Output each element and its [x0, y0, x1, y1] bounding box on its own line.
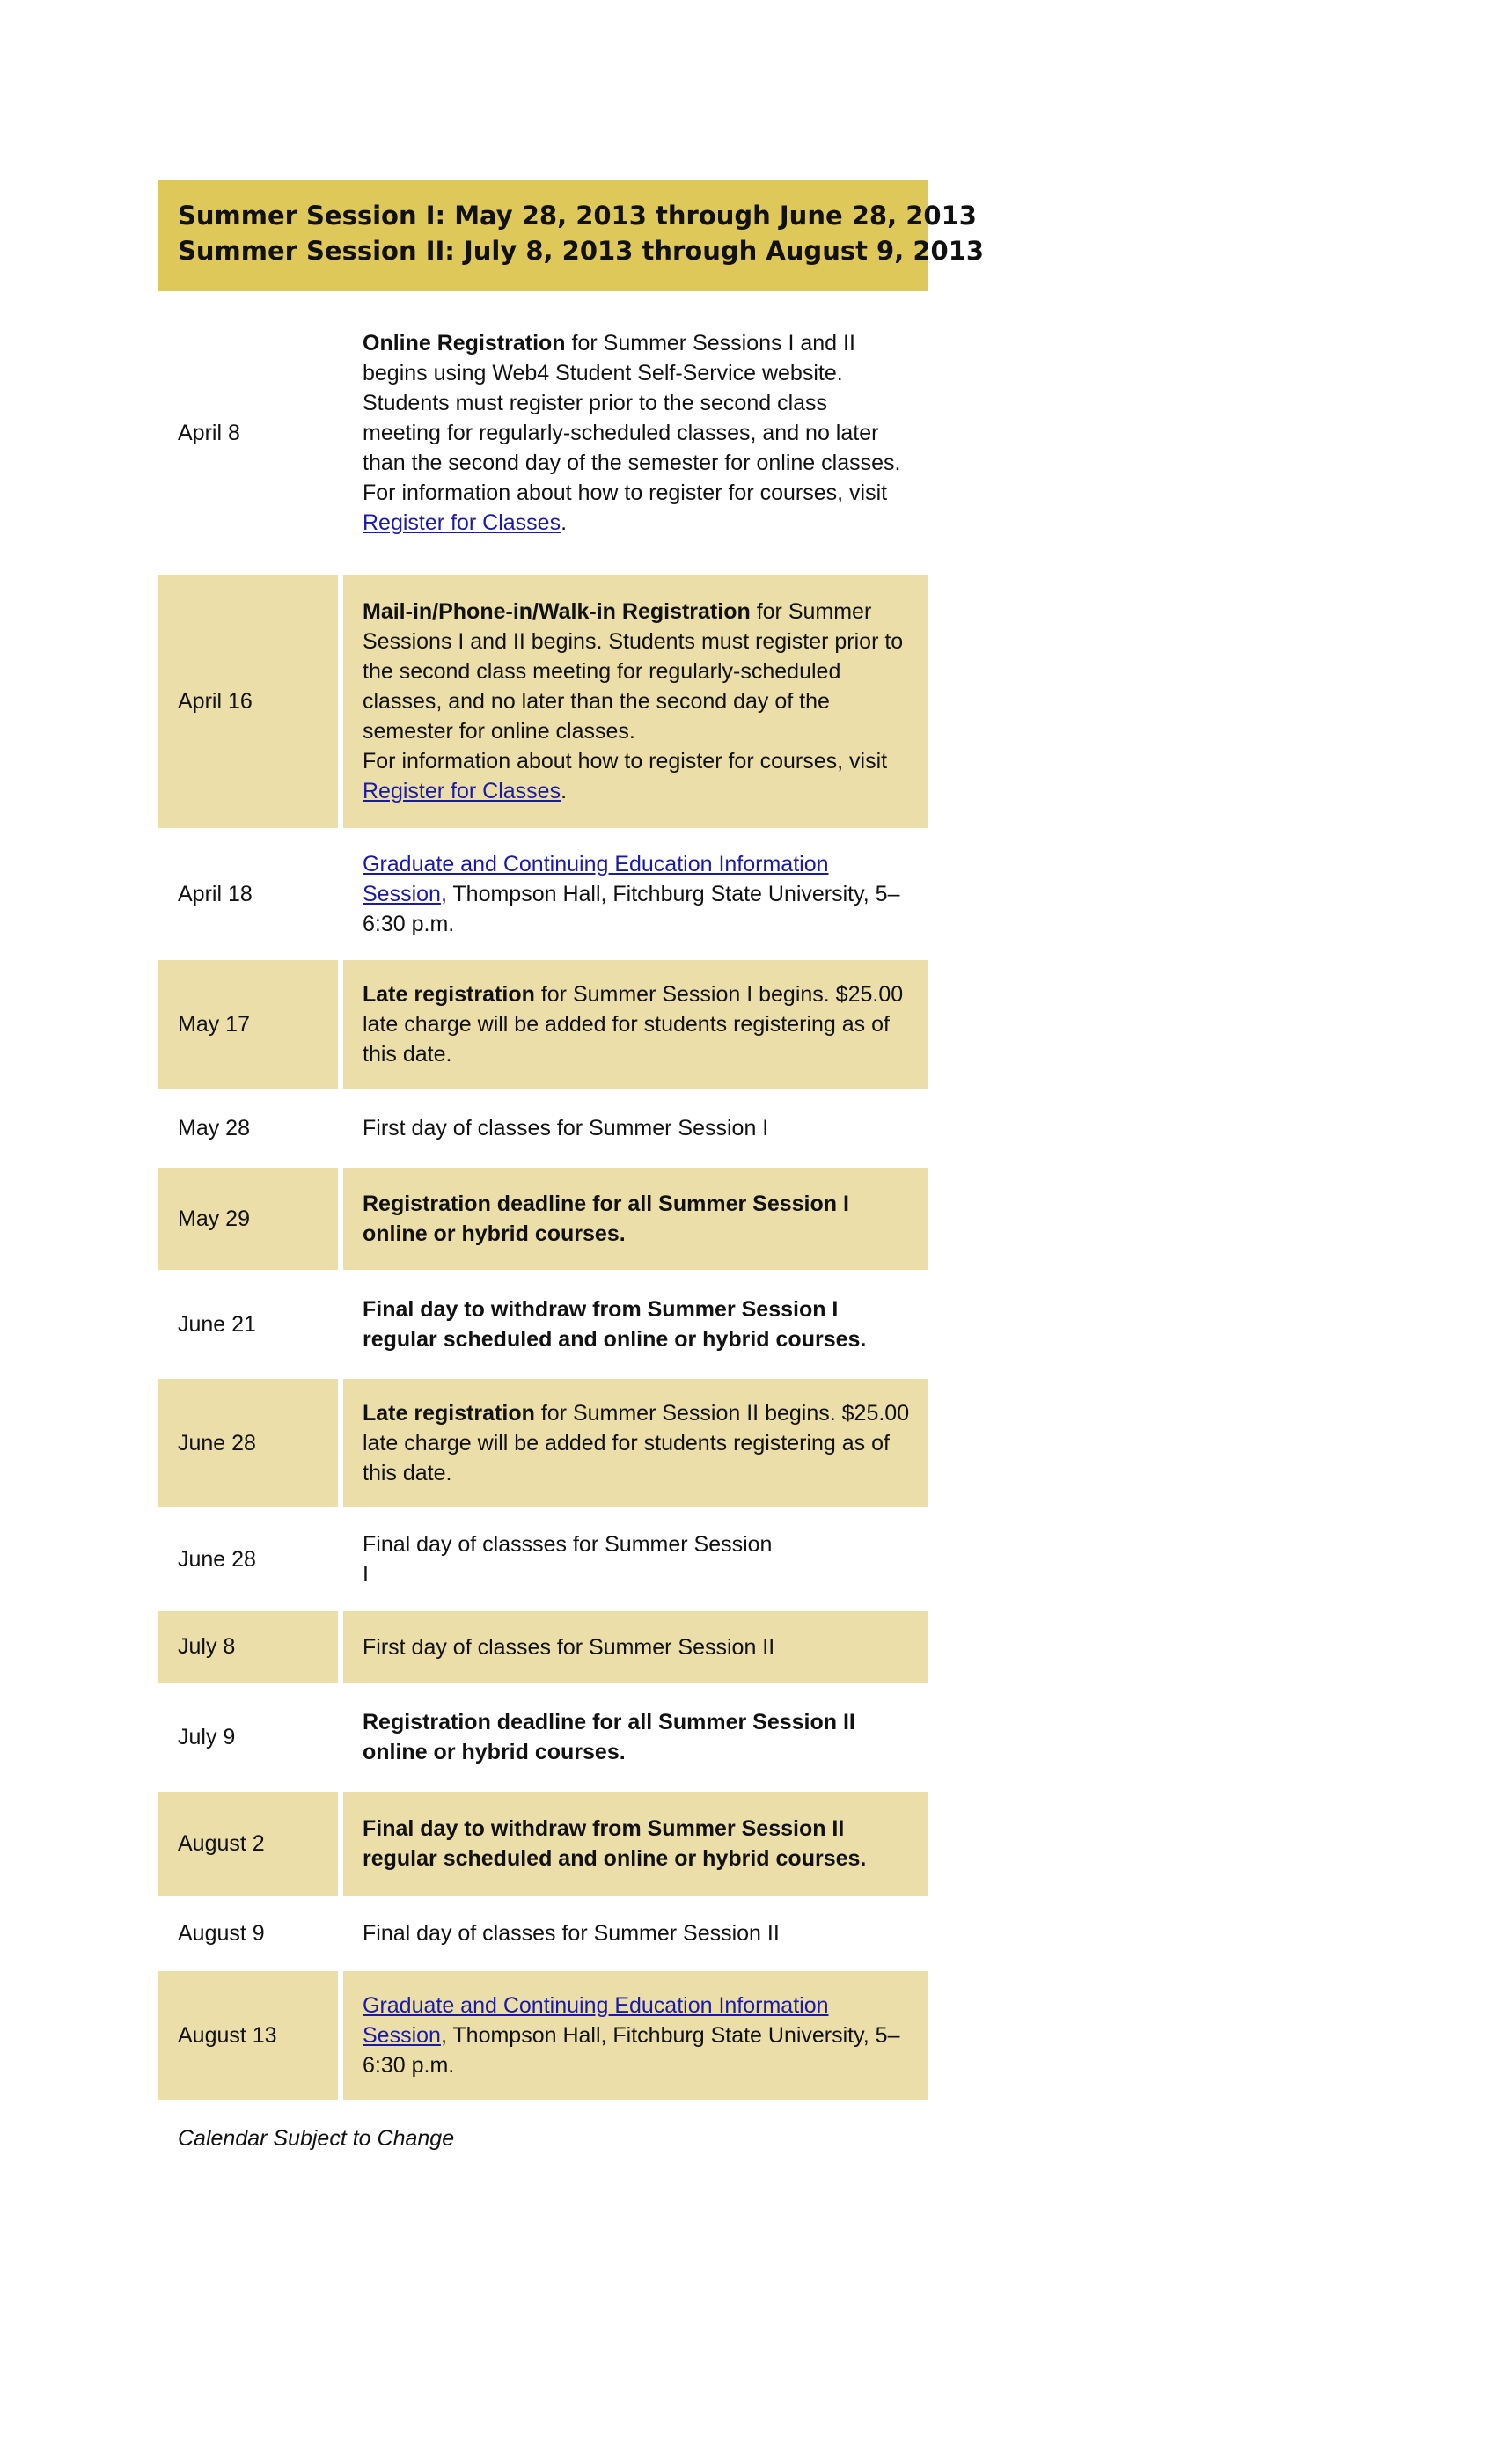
- row-description: [343, 1792, 928, 1896]
- calendar-disclaimer: Calendar Subject to Change: [178, 2126, 455, 2151]
- row-description: [343, 1896, 928, 1971]
- row-text: First day of classes for Summer Session II: [363, 1634, 775, 1660]
- calendar-row-may-28: [158, 1089, 928, 1168]
- row-description: [343, 960, 928, 1089]
- row-description: [343, 1168, 928, 1270]
- row-description: [343, 828, 928, 960]
- row-text: for Summer Session II begins. $25.00 late charge will be added for students registering as of this date.: [363, 1401, 910, 1485]
- row-description: [343, 575, 928, 828]
- register-for-classes-link[interactable]: Register for Classes: [363, 779, 561, 803]
- register-for-classes-link[interactable]: Register for Classes: [363, 510, 561, 535]
- session-one-dates: Summer Session I: May 28, 2013 through June 28, 2013: [178, 201, 977, 231]
- info-suffix: .: [561, 779, 568, 803]
- row-date: June 21: [178, 1311, 256, 1337]
- row-description: [343, 1089, 928, 1168]
- calendar-row-august-13: [158, 1971, 928, 2100]
- info-session-link[interactable]: Graduate and Continuing Education Information Session: [363, 852, 829, 906]
- calendar-row-april-18: [158, 828, 928, 960]
- calendar-row-april-16: [158, 575, 928, 828]
- session-header: [158, 180, 985, 291]
- row-text: First day of classes for Summer Session I: [363, 1116, 769, 1140]
- row-date: April 18: [178, 881, 253, 906]
- session-two-dates: Summer Session II: July 8, 2013 through August 9, 2013: [178, 236, 985, 266]
- row-bold-text: Final day to withdraw from Summer Session I regular scheduled and online or hybrid courses.: [363, 1297, 867, 1352]
- online-registration-label: Online Registration: [363, 331, 566, 356]
- row-date: July 8: [158, 1611, 343, 1683]
- row-date: June 28: [158, 1379, 343, 1507]
- row-description: [343, 1270, 928, 1379]
- calendar-row-july-8: [158, 1611, 928, 1683]
- row-bold-text: Registration deadline for all Summer Session I online or hybrid courses.: [363, 1192, 849, 1246]
- row-date: April 8: [178, 420, 240, 445]
- row-description: [343, 1379, 928, 1507]
- mail-in-registration-label: Mail-in/Phone-in/Walk-in Registration: [363, 599, 751, 624]
- info-text: For information about how to register for courses, visit: [363, 749, 888, 774]
- row-description: [343, 1971, 928, 2100]
- calendar-row-august-2: [158, 1792, 928, 1896]
- late-registration-label: Late registration: [363, 1401, 535, 1426]
- info-suffix: .: [561, 510, 568, 535]
- row-description: [343, 291, 928, 575]
- calendar-row-june-21: [158, 1270, 928, 1379]
- row-date: June 28: [178, 1546, 256, 1572]
- calendar-row-july-9: [158, 1683, 928, 1792]
- row-text-continued: I: [363, 1562, 369, 1587]
- row-date: May 17: [158, 960, 343, 1089]
- row-bold-text: Registration deadline for all Summer Session II online or hybrid courses.: [363, 1710, 855, 1764]
- row-date: May 29: [158, 1168, 343, 1270]
- row-description: [343, 1507, 928, 1611]
- row-bold-text: Final day to withdraw from Summer Session II regular scheduled and online or hybrid courses.: [363, 1816, 867, 1871]
- calendar-page: [158, 180, 985, 2152]
- row-text: , Thompson Hall, Fitchburg State University, 5–6:30 p.m.: [363, 2023, 900, 2078]
- calendar-row-april-8: [158, 291, 928, 575]
- row-description: [343, 1611, 928, 1683]
- calendar-row-may-29: [158, 1168, 928, 1270]
- row-date: May 28: [178, 1115, 250, 1140]
- row-date: August 2: [158, 1792, 343, 1896]
- row-date: August 9: [178, 1920, 265, 1946]
- info-text: For information about how to register for courses, visit: [363, 480, 888, 505]
- row-text: Final day of classses for Summer Session: [363, 1532, 773, 1557]
- calendar-row-august-9: [158, 1896, 928, 1971]
- calendar-row-may-17: [158, 960, 928, 1089]
- row-date: August 13: [158, 1971, 343, 2100]
- row-text: for Summer Sessions I and II begins using Web4 Student Self-Service website. Students must register prior to the second class meeting for regularly-scheduled classes, and no later than the second day of the semester for online classes.: [363, 331, 901, 475]
- row-description: [343, 1683, 928, 1792]
- late-registration-label: Late registration: [363, 982, 535, 1007]
- row-text: for Summer Session I begins. $25.00 late charge will be added for students registering as of this date.: [363, 982, 904, 1067]
- row-text: , Thompson Hall, Fitchburg State University, 5–6:30 p.m.: [363, 882, 900, 936]
- row-text: Final day of classes for Summer Session II: [363, 1921, 780, 1946]
- row-text: for Summer Sessions I and II begins. Students must register prior to the second class meeting for regularly-scheduled classes, and no later than the second day of the semester for online classes.: [363, 599, 904, 744]
- calendar-row-june-28-final: [158, 1507, 928, 1611]
- calendar-row-june-28-late: [158, 1379, 928, 1507]
- row-date: July 9: [178, 1724, 236, 1749]
- info-session-link[interactable]: Graduate and Continuing Education Information Session: [363, 1993, 829, 2048]
- row-date: April 16: [158, 575, 343, 828]
